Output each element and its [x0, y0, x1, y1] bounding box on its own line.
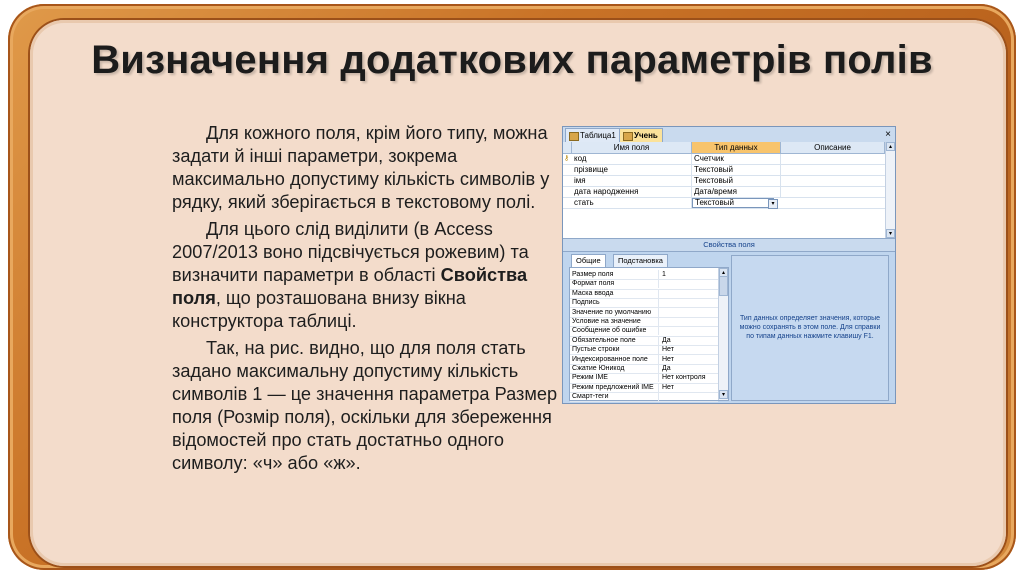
- field-name-cell[interactable]: стать: [572, 198, 692, 208]
- property-value[interactable]: Нет: [662, 355, 674, 363]
- header-description: Описание: [781, 142, 885, 153]
- data-type-cell[interactable]: Текстовый: [692, 176, 781, 186]
- tab-table1-label: Таблица1: [580, 131, 616, 140]
- close-icon[interactable]: ×: [885, 129, 891, 140]
- slide-title: Визначення додаткових параметрів полів: [91, 38, 933, 82]
- tab-uchen-label: Учень: [634, 131, 658, 140]
- dropdown-arrow-icon[interactable]: ▾: [768, 199, 778, 209]
- tab-general[interactable]: Общие: [571, 254, 606, 268]
- key-icon: ⚷: [564, 155, 570, 162]
- property-name: Режим предложений IME: [572, 383, 659, 392]
- header-field-name: Имя поля: [572, 142, 692, 153]
- table-row[interactable]: [563, 154, 885, 165]
- paragraph-2-start: Для цього слід виділити (в Access 2007/2013 воно підсвічується рожевим) та визначити параметри в області: [172, 219, 529, 285]
- data-type-combo[interactable]: Текстовый: [692, 198, 774, 208]
- property-value[interactable]: Нет: [662, 346, 674, 354]
- table-row[interactable]: [563, 165, 885, 176]
- field-name-cell[interactable]: імя: [572, 176, 692, 186]
- data-type-cell[interactable]: Счетчик: [692, 154, 781, 164]
- table-icon: [623, 132, 633, 141]
- field-name-cell[interactable]: дата народження: [572, 187, 692, 197]
- scroll-up-icon[interactable]: ▴: [886, 142, 895, 151]
- document-tabs: [563, 127, 895, 143]
- property-name: Сообщение об ошибке: [572, 326, 659, 335]
- scroll-down-icon[interactable]: ▾: [719, 390, 728, 399]
- property-scrollbar[interactable]: [718, 268, 728, 400]
- paragraph-1: Для кожного поля, крім його типу, можна задати й інші параметри, зокрема максимально допустиму кількість символів у рядку, який зберігається в текстовому полі.: [172, 123, 550, 212]
- property-name: Подпись: [572, 298, 659, 307]
- scroll-down-icon[interactable]: ▾: [886, 229, 895, 238]
- property-name: Маска ввода: [572, 289, 659, 298]
- property-value[interactable]: Да: [662, 336, 671, 344]
- property-name: Смарт-теги: [572, 392, 659, 401]
- grid-scrollbar[interactable]: [885, 142, 895, 238]
- property-row[interactable]: [570, 392, 718, 402]
- paragraph-2: [172, 218, 558, 333]
- table-row[interactable]: [563, 176, 885, 187]
- table-row-selected[interactable]: [563, 198, 885, 209]
- property-name: Условие на значение: [572, 317, 659, 326]
- grid-header: [563, 142, 885, 154]
- property-name: Обязательное поле: [572, 336, 659, 345]
- paragraph-2-bold: Свойства поля: [172, 265, 528, 308]
- slide-body: [172, 122, 558, 479]
- property-name: Индексированное поле: [572, 355, 659, 364]
- table-row[interactable]: [563, 187, 885, 198]
- property-name: Размер поля: [572, 270, 659, 279]
- paragraph-3: Так, на рис. видно, що для поля стать задано максимальну допустиму кількість символів 1 — це значення параметра Размер поля (Розмір поля), оскільки для збереження відомостей про стать достатньо одного символу: «ч» або «ж».: [172, 338, 558, 473]
- property-name: Сжатие Юникод: [572, 364, 659, 373]
- help-text: Тип данных определяет значения, которые можно сохранять в этом поле. Для справки по типам данных нажмите клавишу F1.: [739, 315, 881, 340]
- property-name: Пустые строки: [572, 345, 659, 354]
- property-value[interactable]: Нет контроля: [662, 374, 706, 382]
- header-data-type: Тип данных: [692, 142, 781, 153]
- property-value[interactable]: Да: [662, 365, 671, 372]
- data-type-cell[interactable]: Текстовый: [692, 165, 781, 175]
- help-panel: [731, 255, 889, 401]
- access-table-designer: [562, 126, 896, 404]
- row-selector-header: [563, 142, 572, 153]
- tab-uchen[interactable]: [619, 128, 663, 142]
- data-type-cell[interactable]: Дата/время: [692, 187, 781, 197]
- field-name-cell[interactable]: прізвище: [572, 165, 692, 175]
- property-name: Формат поля: [572, 279, 659, 288]
- property-list: [569, 267, 729, 401]
- property-value[interactable]: Нет: [662, 383, 674, 391]
- field-properties-title: Свойства поля: [563, 238, 895, 252]
- field-name-cell[interactable]: код: [572, 154, 692, 164]
- scroll-up-icon[interactable]: ▴: [719, 268, 728, 277]
- paragraph-2-end: , що розташована внизу вікна конструктора таблиці.: [172, 288, 466, 331]
- property-name: Значение по умолчанию: [572, 308, 659, 317]
- property-name: Режим IME: [572, 373, 659, 382]
- table-icon: [569, 132, 579, 141]
- tab-table1[interactable]: [565, 128, 621, 142]
- property-value[interactable]: 1: [662, 271, 666, 278]
- tab-lookup[interactable]: Подстановка: [613, 254, 668, 268]
- field-grid: [563, 142, 895, 238]
- scroll-thumb[interactable]: [719, 276, 728, 296]
